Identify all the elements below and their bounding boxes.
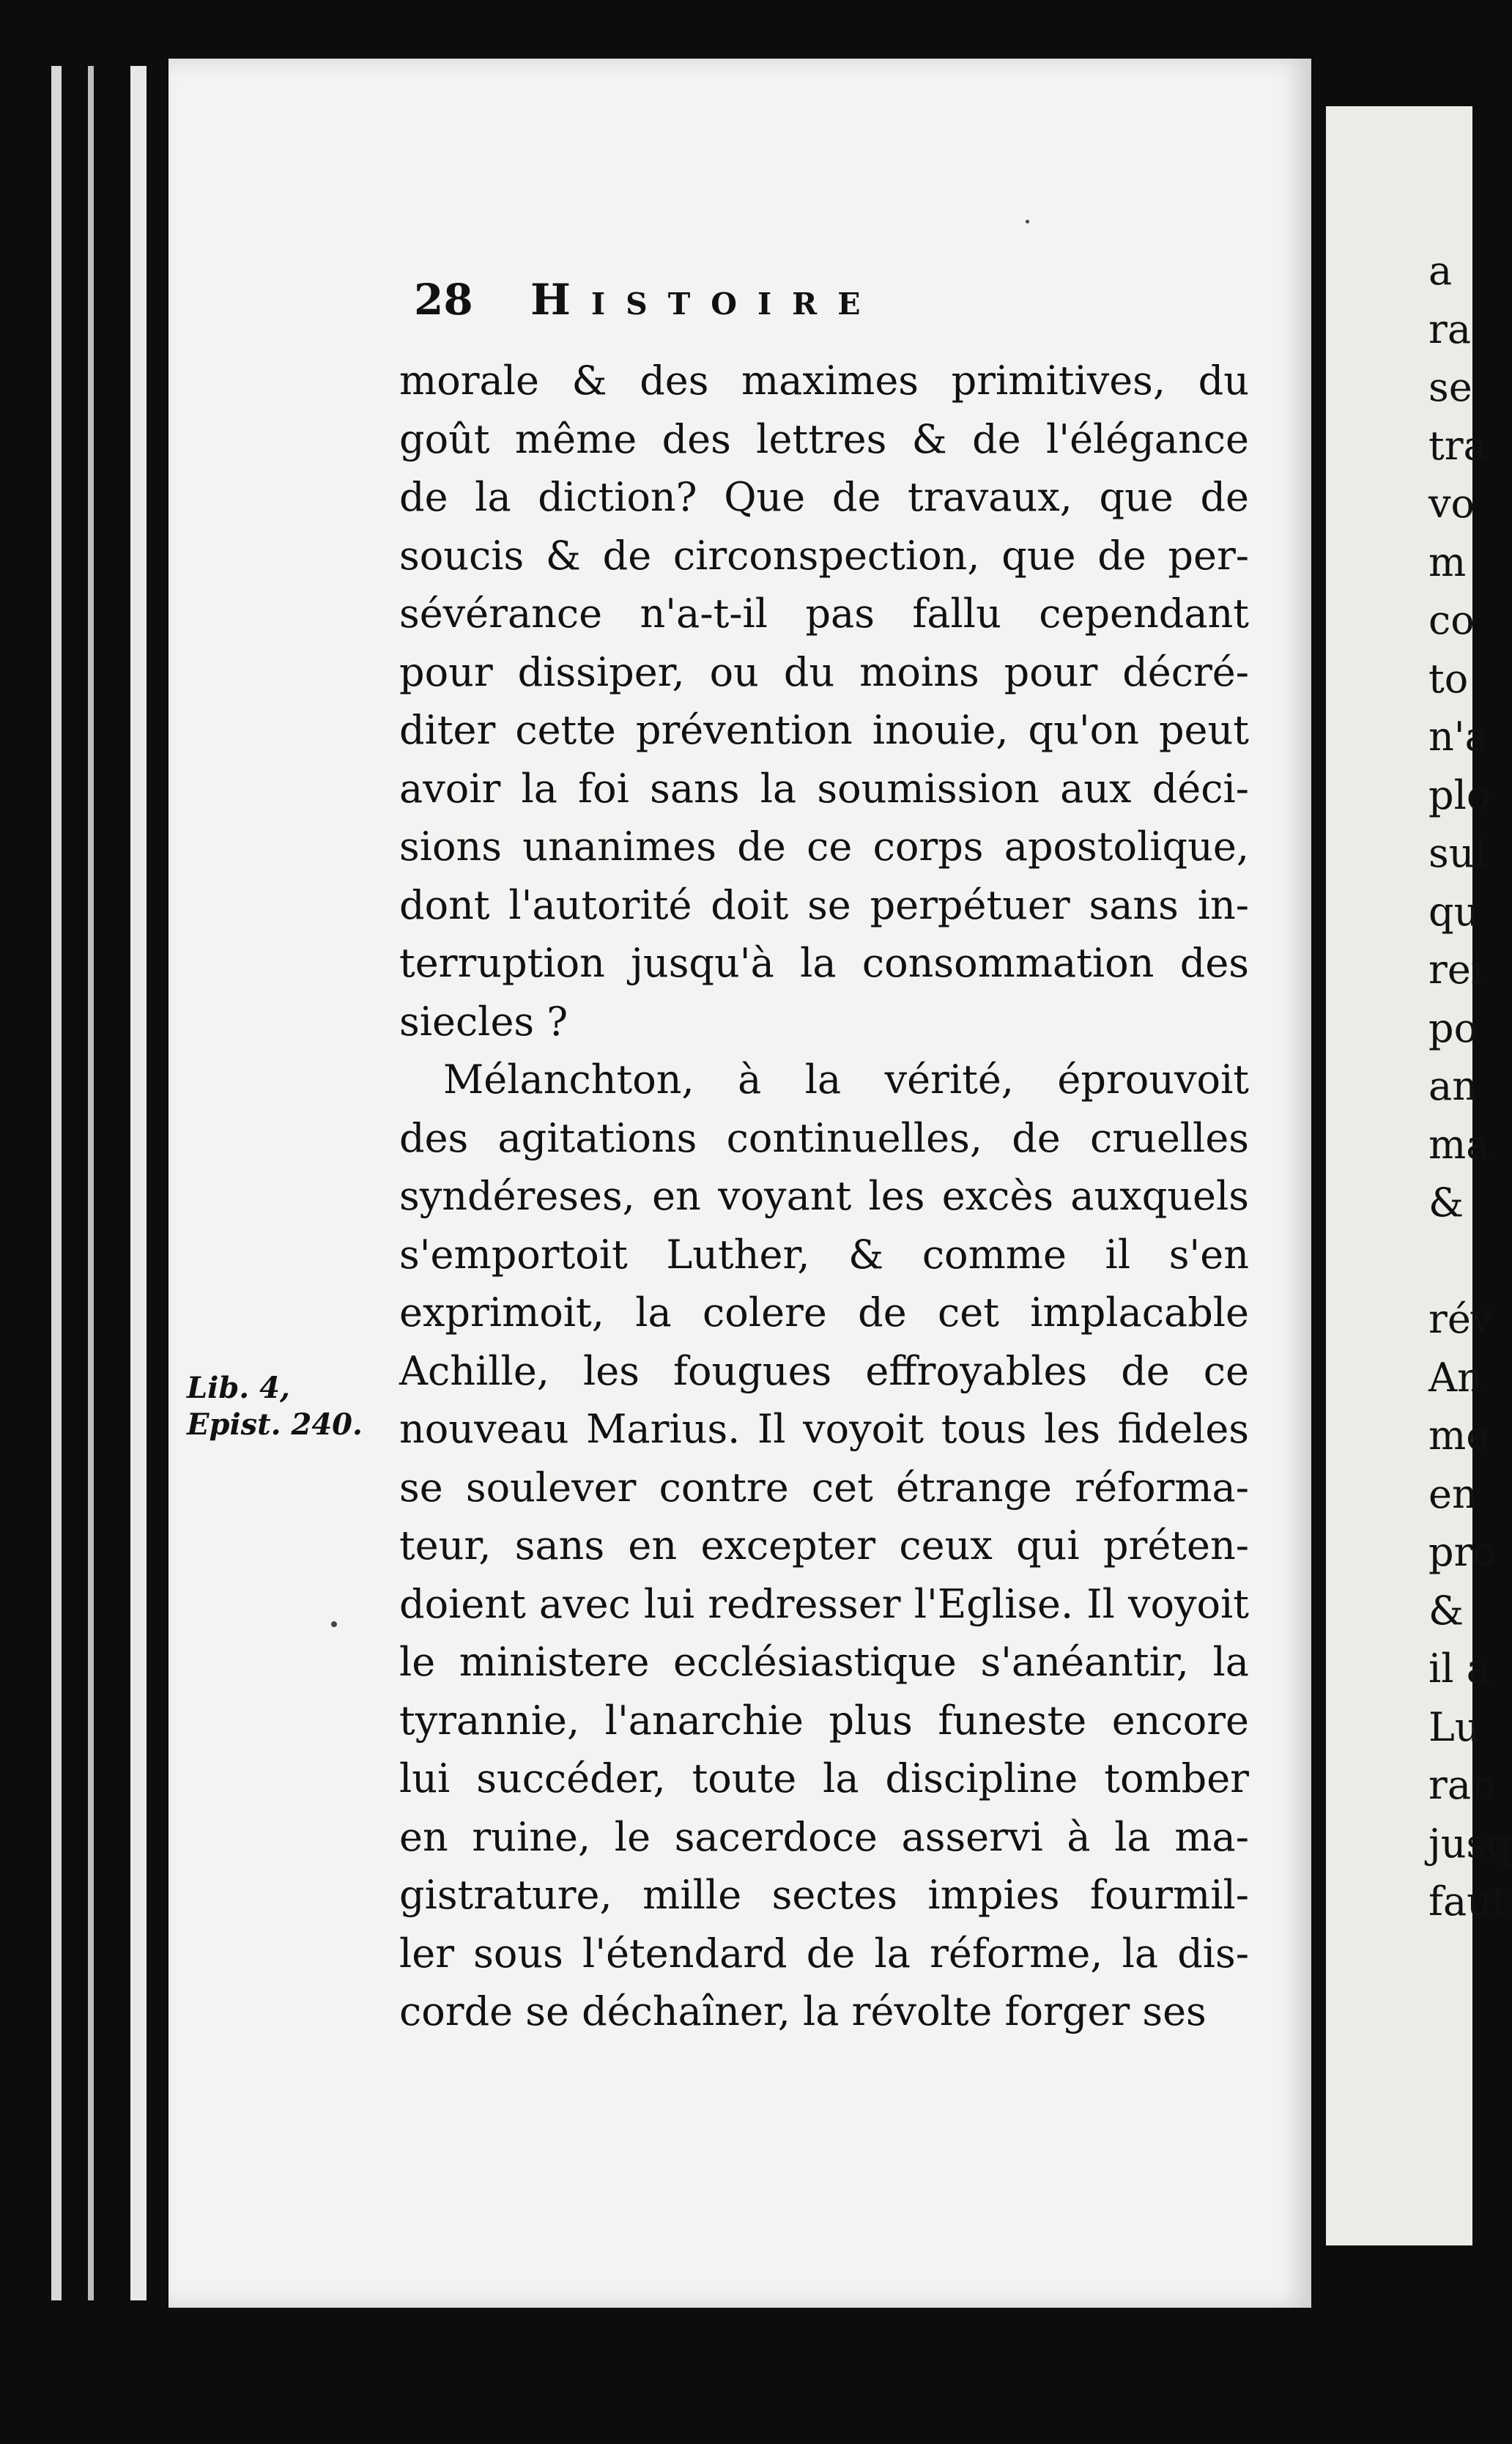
text-line: goût même des lettres & de l'élégance <box>399 415 1249 462</box>
facing-page-text-fragment: en <box>1428 1470 1478 1517</box>
page-number: 28 <box>414 275 473 325</box>
facing-page-text-fragment: plo <box>1428 771 1491 818</box>
text-line: corde se déchaîner, la révolte forger ses <box>399 1988 1207 2034</box>
facing-page-text-fragment: me <box>1428 1412 1490 1459</box>
text-line: nouveau Marius. Il voyoit tous les fideles <box>399 1406 1249 1452</box>
text-line: s'emportoit Luther, & comme il s'en <box>399 1231 1249 1278</box>
text-line: morale & des maximes primitives, du <box>399 358 1249 404</box>
margin-note-line: Epist. 240. <box>187 1407 363 1442</box>
facing-page-text-fragment: ran <box>1428 1762 1497 1808</box>
facing-page-text-fragment: se <box>1428 364 1472 410</box>
facing-page-text-fragment: co <box>1428 597 1475 643</box>
text-line: exprimoit, la colere de cet implacable <box>399 1289 1249 1336</box>
facing-page-text-fragment: Lu <box>1428 1703 1480 1750</box>
ink-speck <box>1026 220 1029 223</box>
facing-page-text-fragment: qu <box>1428 888 1480 935</box>
text-line: de la diction? Que de travaux, que de <box>399 474 1249 520</box>
text-line: terruption jusqu'à la consommation des <box>399 940 1249 986</box>
text-line: lui succéder, toute la discipline tomber <box>399 1755 1249 1801</box>
facing-page-text-fragment: po <box>1428 1004 1478 1051</box>
facing-page-text-fragment: & <box>1428 1587 1464 1634</box>
text-line: le ministere ecclésiastique s'anéantir, la <box>399 1639 1249 1685</box>
text-line: avoir la foi sans la soumission aux déci- <box>399 765 1249 812</box>
running-title: Histoire <box>530 275 881 325</box>
text-line: soucis & de circonspection, que de per- <box>399 532 1249 579</box>
facing-page-text-fragment: An <box>1428 1354 1483 1401</box>
facing-page-text-fragment: pro <box>1428 1529 1497 1575</box>
text-line: siecles ? <box>399 998 568 1045</box>
ink-speck <box>331 1621 337 1627</box>
facing-page-text-fragment: ra <box>1428 306 1472 352</box>
facing-page-text-fragment: m <box>1428 538 1467 585</box>
text-line: Achille, les fougues effroyables de ce <box>399 1347 1249 1394</box>
book-edge-strip <box>130 66 147 2300</box>
text-line: dont l'autorité doit se perpétuer sans in- <box>399 881 1249 928</box>
facing-page-text-fragment: sul <box>1428 830 1487 876</box>
facing-page-text-fragment: a <box>1428 248 1453 294</box>
body-text <box>399 352 1249 2041</box>
book-edge-strip <box>51 66 62 2300</box>
facing-page-text-fragment: tra <box>1428 422 1487 469</box>
facing-page-text-fragment: il a <box>1428 1645 1490 1692</box>
text-line: diter cette prévention inouie, qu'on peut <box>399 707 1249 753</box>
facing-page-text-fragment: rei <box>1428 947 1484 993</box>
book-edge-strip <box>88 66 94 2300</box>
margin-note <box>187 1370 363 1443</box>
facing-page-text-fragment: jusq <box>1428 1820 1512 1867</box>
facing-page-text-fragment: ma <box>1428 1121 1490 1168</box>
text-line: ler sous l'étendard de la réforme, la dis- <box>399 1930 1249 1977</box>
facing-page-fragment <box>1326 106 1512 2245</box>
text-line: syndéreses, en voyant les excès auxquels <box>399 1173 1249 1219</box>
facing-page-text-fragment: rév <box>1428 1296 1494 1342</box>
text-line: pour dissiper, ou du moins pour décré- <box>399 648 1249 695</box>
facing-page-text-fragment: & <box>1428 1180 1464 1226</box>
text-line: Mélanchton, à la vérité, éprouvoit <box>443 1056 1249 1103</box>
text-line: tyrannie, l'anarchie plus funeste encore <box>399 1697 1249 1744</box>
text-line: se soulever contre cet étrange réforma- <box>399 1464 1249 1511</box>
text-line: gistrature, mille sectes impies fourmil- <box>399 1872 1249 1918</box>
running-head <box>414 275 881 325</box>
facing-page-text-fragment: an <box>1428 1063 1478 1109</box>
text-line: doient avec lui redresser l'Eglise. Il voyoit <box>399 1580 1249 1627</box>
text-line: des agitations continuelles, de cruelles <box>399 1114 1249 1161</box>
text-line: en ruine, le sacerdoce asservi à la ma- <box>399 1813 1249 1860</box>
text-line: sévérance n'a-t-il pas fallu cependant <box>399 590 1249 637</box>
text-line: sions unanimes de ce corps apostolique, <box>399 823 1249 870</box>
facing-page-text-fragment: n'a <box>1428 714 1489 760</box>
facing-page-text-fragment: faut <box>1428 1878 1508 1925</box>
text-line: teur, sans en excepter ceux qui préten- <box>399 1522 1249 1569</box>
facing-page-text-fragment: vo <box>1428 481 1475 527</box>
facing-page-text-fragment: to <box>1428 655 1469 702</box>
margin-note-line: Lib. 4, <box>187 1371 290 1405</box>
